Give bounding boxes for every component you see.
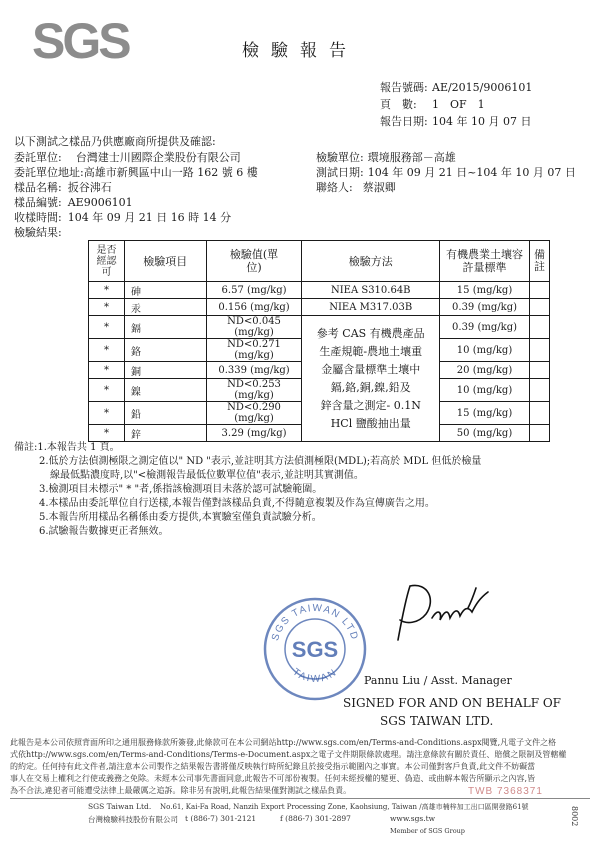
row-remark xyxy=(530,299,550,316)
sgs-seal-stamp xyxy=(262,596,368,702)
row-mark: * xyxy=(89,425,125,442)
legal-line: 的約定。任何持有此文件者,請注意本公司製作之結果報告書將僅反映執行時所紀錄且於接受指示範圍內之事實。本公司僅對客戶負責,此文件不妨礙當 xyxy=(10,762,536,771)
row-item: 鎘 xyxy=(124,316,206,339)
row-remark xyxy=(530,379,550,402)
row-standard: 10 (mg/kg) xyxy=(440,339,530,362)
row-mark: * xyxy=(89,402,125,425)
table-header-row xyxy=(89,241,550,282)
row-item: 汞 xyxy=(124,299,206,316)
seal-top-text: SGS TAIWAN LTD xyxy=(269,602,361,643)
report-number: AE/2015/9006101 xyxy=(432,81,533,94)
note-1: 1.本報告共 1 頁。 xyxy=(37,442,120,453)
method-line: 生產規範-農地土壤重 xyxy=(319,344,423,358)
row-standard: 0.39 (mg/kg) xyxy=(440,316,530,339)
row-item: 鉛 xyxy=(124,402,206,425)
method-line: 參考 CAS 有機農產品 xyxy=(316,326,425,340)
seal-bottom-text: TAIWAN xyxy=(290,666,340,686)
received-row xyxy=(14,210,231,225)
signed-for-line: SIGNED FOR AND ON BEHALF OF xyxy=(343,696,561,710)
footer-website: www.sgs.tw xyxy=(390,814,436,823)
document-title: 檢驗報告 xyxy=(242,41,358,61)
client-label: 委託單位: xyxy=(14,151,62,164)
method-line: 鋅含量之測定- 0.1N xyxy=(320,398,421,412)
sample-number-value: AE9006101 xyxy=(67,196,133,209)
table-row xyxy=(89,299,550,316)
row-remark xyxy=(530,339,550,362)
contact-value: 蔡淑卿 xyxy=(362,181,396,194)
row-item: 鎳 xyxy=(124,379,206,402)
method-line: HCl 鹽酸抽出量 xyxy=(330,416,411,430)
row-remark xyxy=(530,425,550,442)
sample-name-label: 樣品名稱: xyxy=(14,181,62,194)
header-value-text: 檢驗值(單位) xyxy=(229,248,279,274)
received-label: 收樣時間: xyxy=(14,211,62,224)
page-count-label: 頁 數: xyxy=(380,98,417,111)
header-method: 檢驗方法 xyxy=(302,241,440,282)
contact-label: 聯絡人: xyxy=(316,181,353,194)
header-standard-text: 有機農業土壤容許量標準 xyxy=(446,248,524,274)
header-accredited-text: 是否經認可 xyxy=(96,244,117,278)
legal-line: 事人在交易上權利之行使或義務之免除。未經本公司事先書面同意,此報告不可部份複製。任何未經授權的變更、偽造、或曲解本報告所顯示之內容,皆 xyxy=(10,774,536,783)
testing-unit-label: 檢驗單位: xyxy=(316,151,364,164)
row-value: ND<0.271 (mg/kg) xyxy=(206,339,302,362)
row-item: 砷 xyxy=(124,282,206,299)
note-line xyxy=(14,441,481,455)
footer-address: No.61, Kai-Fa Road, Nanzih Export Processing Zone, Kaohsiung, Taiwan /高雄市楠梓加工出口區開發路61號 xyxy=(160,803,529,811)
sgs-logo-text: SGS xyxy=(32,13,129,69)
header-value xyxy=(206,241,302,282)
note-4: 4.本樣品由委託單位自行送樣,本報告僅對該樣品負責,不得隨意複製及作為宣傳廣告之用。 xyxy=(39,498,435,509)
row-value: ND<0.253 (mg/kg) xyxy=(206,379,302,402)
report-date-label: 報告日期: xyxy=(380,115,428,128)
note-6: 6.試驗報告數據更正者無效。 xyxy=(39,526,169,537)
footer-divider xyxy=(10,798,590,799)
intro-statement: 以下測試之樣品乃供應廠商所提供及確認: xyxy=(14,135,216,148)
header-remark-text: 備註 xyxy=(534,248,545,273)
report-date-row xyxy=(380,114,531,130)
serial-number: TWB 7368371 xyxy=(468,786,543,797)
testing-unit-row xyxy=(316,150,456,165)
method-line: 金屬含量標準土壤中 xyxy=(321,362,421,376)
row-item: 銅 xyxy=(124,362,206,379)
row-standard: 20 (mg/kg) xyxy=(440,362,530,379)
received-value: 104 年 09 月 21 日 16 時 14 分 xyxy=(67,211,232,224)
results-table xyxy=(88,240,550,442)
client-row xyxy=(14,150,241,165)
table-row xyxy=(89,282,550,299)
sample-number-row xyxy=(14,195,133,210)
signed-company-line: SGS TAIWAN LTD. xyxy=(380,714,494,728)
svg-text:TAIWAN xyxy=(290,667,339,685)
row-mark: * xyxy=(89,299,125,316)
row-value: 0.156 (mg/kg) xyxy=(206,299,302,316)
notes-label: 備註: xyxy=(14,442,38,453)
legal-line: 式依http://www.sgs.com/en/Terms-and-Conditions/Terms-e-Document.aspx之電子文件期限條款處理。請注意條款有關於責任、賠償之限制及管轄權 xyxy=(10,750,567,759)
legal-line: 此報告是本公司依照背面所印之通用服務條款所簽發,此條款可在本公司網站http://www.sgs.com/en/Terms-and-Conditions.aspx閱覽,凡電子文件之格 xyxy=(10,738,557,747)
method-line: 鎘,鉻,銅,鎳,鉛及 xyxy=(330,380,411,394)
note-3: 3.檢測項目未標示" * "者,係指該檢測項目未落於認可試驗範圍。 xyxy=(39,484,323,495)
row-standard: 0.39 (mg/kg) xyxy=(440,299,530,316)
contact-row xyxy=(316,180,396,195)
report-number-label: 報告號碼: xyxy=(380,81,428,94)
footer-company-zh: 台灣檢驗科技股份有限公司 xyxy=(88,815,178,824)
report-number-row xyxy=(380,80,532,96)
signatory-name: Pannu Liu / Asst. Manager xyxy=(364,674,512,687)
testing-period-label: 測試日期: xyxy=(316,166,364,179)
footer-tel: t (886-7) 301-2121 xyxy=(185,814,257,823)
page-count: 1 OF 1 xyxy=(432,98,485,111)
side-form-number: 8002 xyxy=(570,806,579,827)
row-remark xyxy=(530,282,550,299)
row-remark xyxy=(530,362,550,379)
note-2b: 線最低點濃度時,以"<檢測報告最低位數單位值"表示,並註明其實測值。 xyxy=(50,470,364,481)
row-value: 0.339 (mg/kg) xyxy=(206,362,302,379)
row-mark: * xyxy=(89,282,125,299)
row-item: 鋅 xyxy=(124,425,206,442)
legal-line: 為不合法,違犯者可能遭受法律上最嚴厲之追訴。除非另有說明,此報告結果僅對測試之樣品負責。 xyxy=(10,786,352,795)
row-remark xyxy=(530,316,550,339)
results-label: 檢驗結果: xyxy=(14,226,62,239)
header-remark xyxy=(530,241,550,282)
report-date: 104 年 10 月 07 日 xyxy=(432,115,532,128)
row-standard: 50 (mg/kg) xyxy=(440,425,530,442)
row-standard: 15 (mg/kg) xyxy=(440,402,530,425)
footer-fax: f (886-7) 301-2897 xyxy=(280,814,351,823)
row-mark: * xyxy=(89,339,125,362)
row-method: NIEA S310.64B xyxy=(302,282,440,299)
address-row xyxy=(14,165,258,180)
table-row xyxy=(89,316,550,339)
row-remark xyxy=(530,402,550,425)
row-item: 鉻 xyxy=(124,339,206,362)
note-2: 2.低於方法偵測極限之測定值以" ND "表示,並註明其方法偵測極限(MDL);若高於 MDL 但低於檢量 xyxy=(39,456,482,467)
footer-member: Member of SGS Group xyxy=(390,827,465,835)
row-value: ND<0.045 (mg/kg) xyxy=(206,316,302,339)
page-count-row xyxy=(380,97,485,113)
sample-name-row xyxy=(14,180,112,195)
row-mark: * xyxy=(89,362,125,379)
header-accredited xyxy=(89,241,125,282)
client-value: 台灣建士川國際企業股份有限公司 xyxy=(75,151,241,164)
sample-name-value: 扳谷沸石 xyxy=(67,181,112,194)
header-item: 檢驗項目 xyxy=(124,241,206,282)
row-method: NIEA M317.03B xyxy=(302,299,440,316)
row-value: 6.57 (mg/kg) xyxy=(206,282,302,299)
header-standard xyxy=(440,241,530,282)
address-value: 高雄市新興區中山一路 162 號 6 樓 xyxy=(83,166,258,179)
address-label: 委託單位地址: xyxy=(14,166,84,179)
sample-number-label: 樣品編號: xyxy=(14,196,62,209)
merged-method-cell xyxy=(302,316,440,442)
row-standard: 10 (mg/kg) xyxy=(440,379,530,402)
row-value: 3.29 (mg/kg) xyxy=(206,425,302,442)
row-standard: 15 (mg/kg) xyxy=(440,282,530,299)
testing-unit-value: 環境服務部－高雄 xyxy=(367,151,456,164)
testing-period-row xyxy=(316,165,576,180)
row-mark: * xyxy=(89,316,125,339)
notes-section xyxy=(14,441,481,539)
row-value: ND<0.290 (mg/kg) xyxy=(206,402,302,425)
seal-center-text: SGS xyxy=(291,637,339,662)
row-mark: * xyxy=(89,379,125,402)
handwritten-signature xyxy=(388,578,498,648)
note-5: 5.本報告所用樣品名稱係由委方提供,本實驗室僅負責試驗分析。 xyxy=(39,512,322,523)
testing-period-value: 104 年 09 月 21 日~104 年 10 月 07 日 xyxy=(367,166,576,179)
footer-company: SGS Taiwan Ltd. xyxy=(88,802,152,811)
